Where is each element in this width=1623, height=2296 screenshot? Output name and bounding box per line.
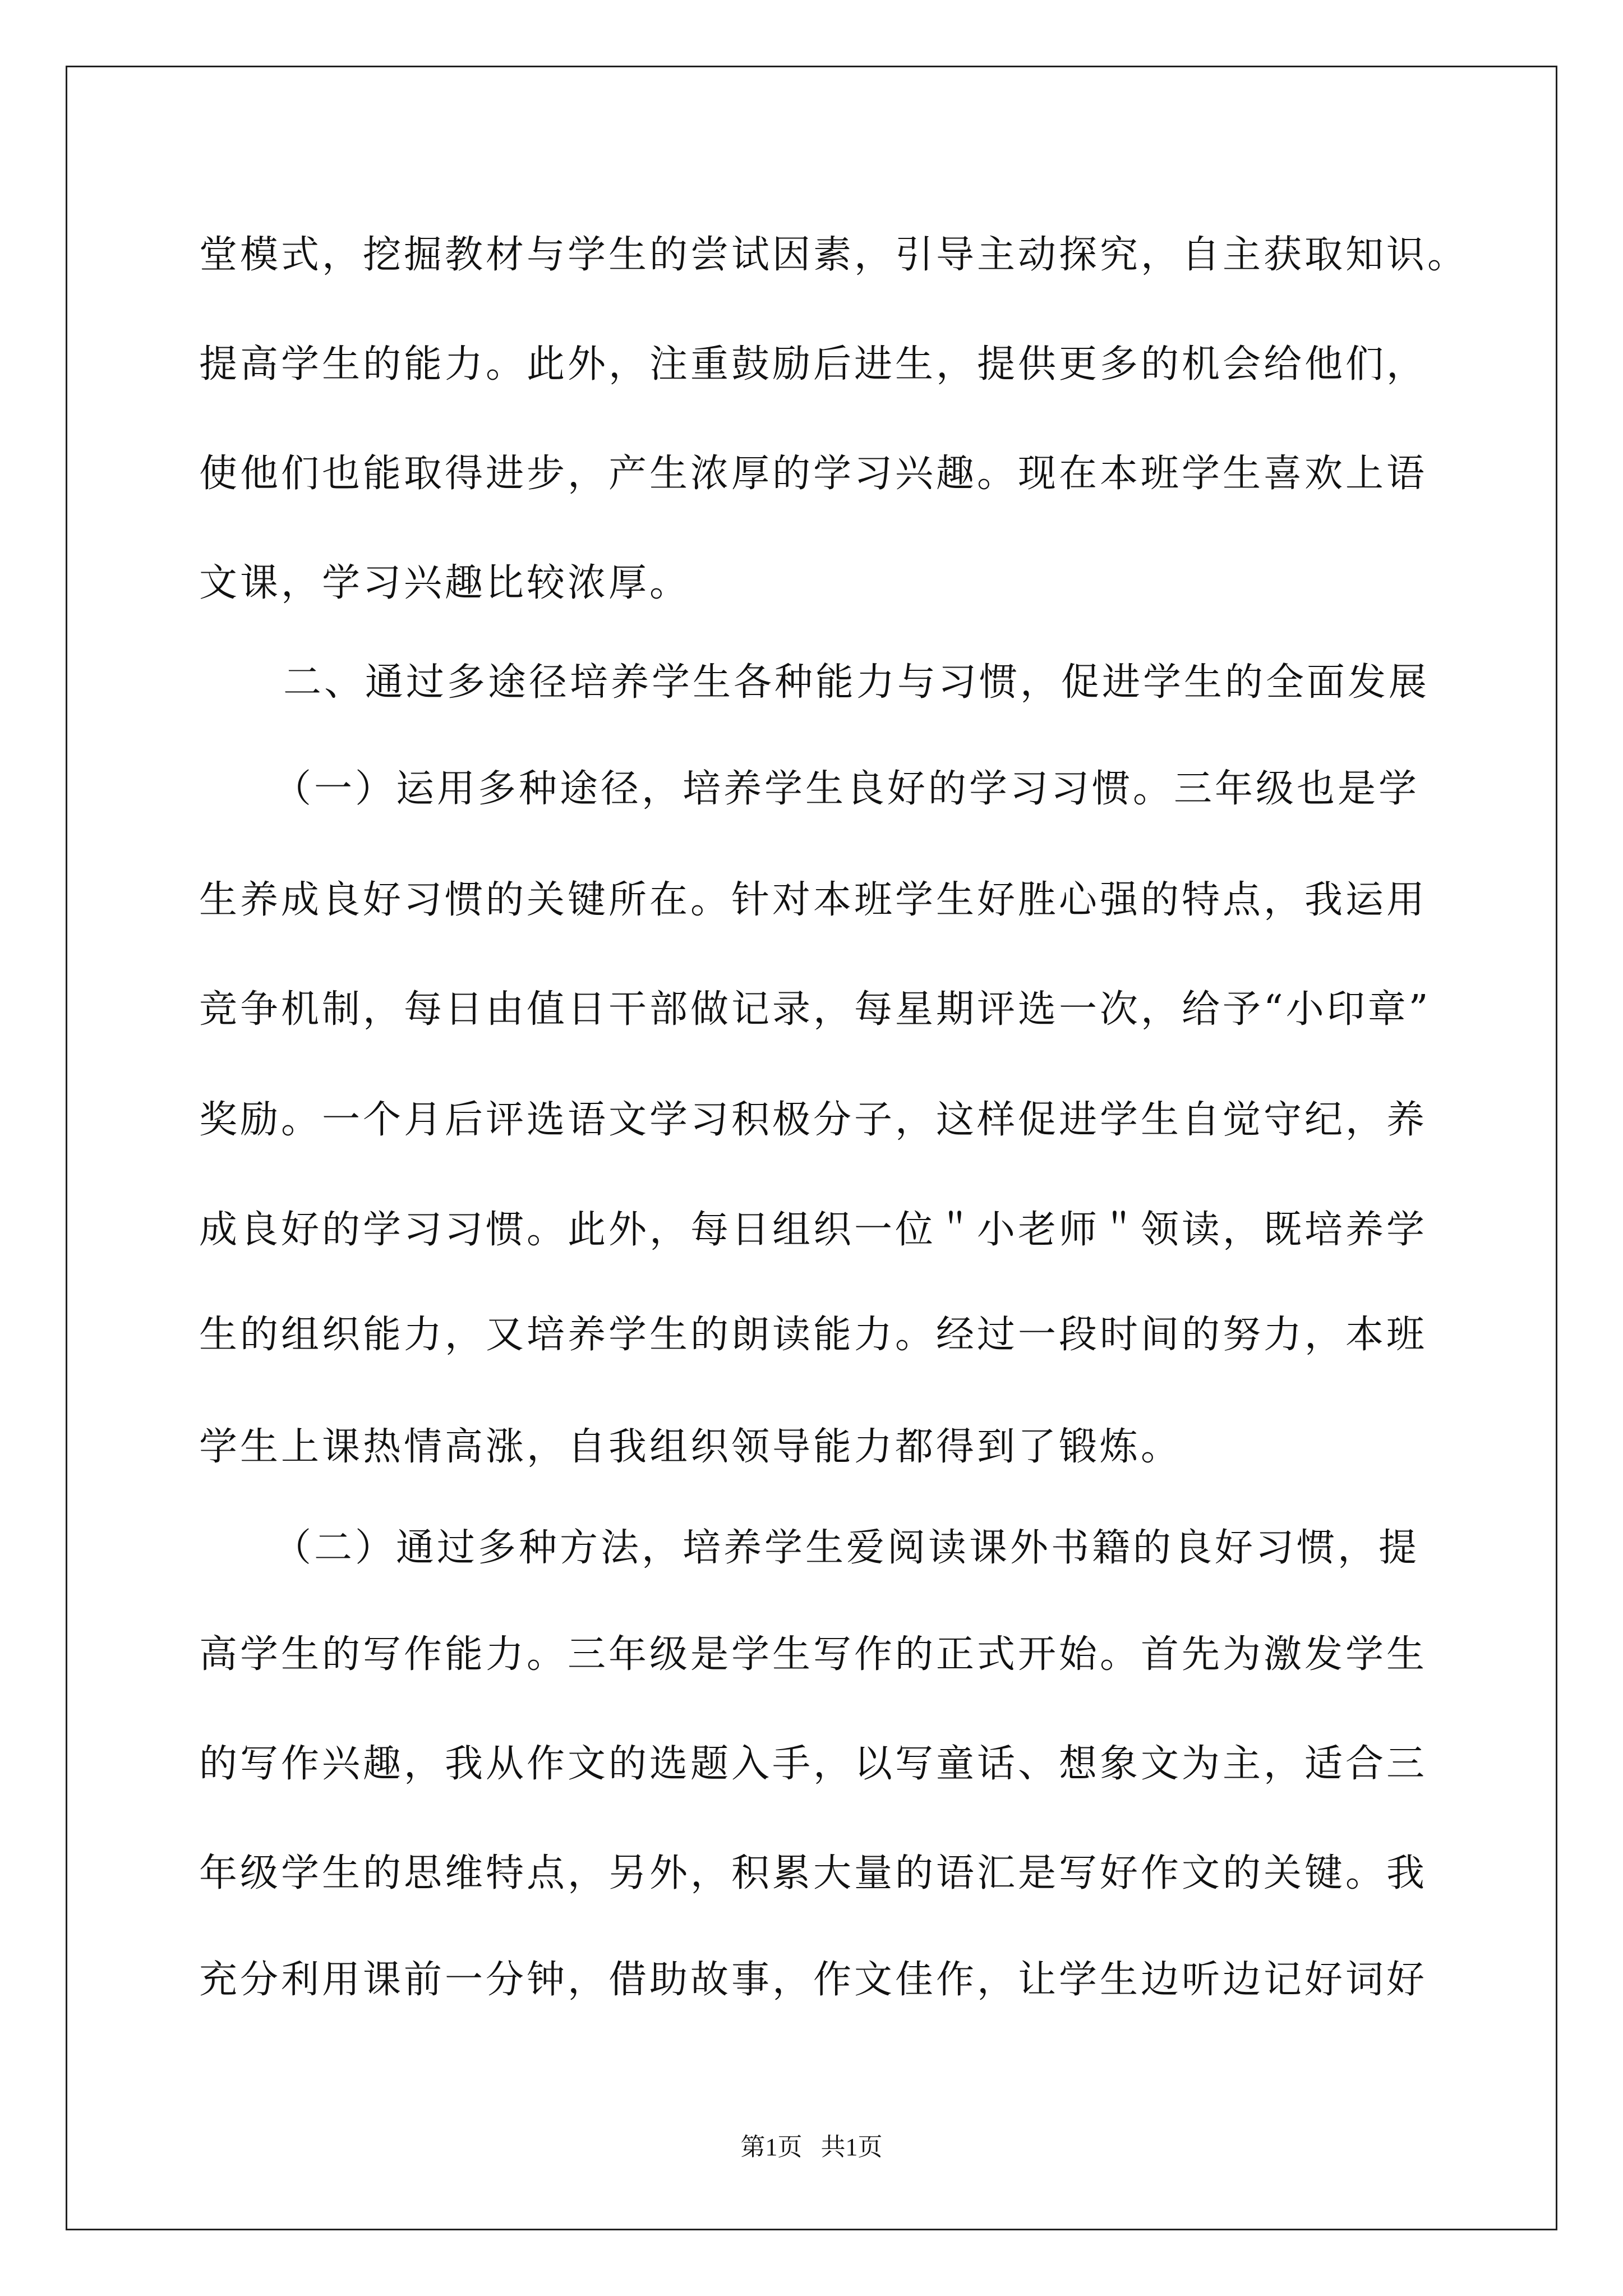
text-line: 竞争机制，每日由值日干部做记录，每星期评选一次，给予“小印章” xyxy=(199,987,1431,1032)
text-line: 文课，学习兴趣比较浓厚。 xyxy=(199,561,691,605)
text-line: 生的组织能力，又培养学生的朗读能力。经过一段时间的努力，本班 xyxy=(199,1313,1428,1357)
section-heading: 二、通过多途径培养学生各种能力与习惯，促进学生的全面发展 xyxy=(283,660,1430,705)
text-line: 学生上课热情高涨，自我组织领导能力都得到了锻炼。 xyxy=(199,1425,1182,1469)
text-line: 提高学生的能力。此外，注重鼓励后进生，提供更多的机会给他们， xyxy=(199,342,1428,386)
text-line: 高学生的写作能力。三年级是学生写作的正式开始。首先为激发学生 xyxy=(199,1632,1428,1677)
page-number-footer: 第1页 共1页 xyxy=(740,2133,883,2161)
text-line: 堂模式，挖掘教材与学生的尝试因素，引导主动探究，自主获取知识。 xyxy=(199,233,1469,277)
text-line: （一）运用多种途径，培养学生良好的学习习惯。三年级也是学 xyxy=(273,767,1420,811)
text-line: 奖励。一个月后评选语文学习积极分子，这样促进学生自觉守纪，养 xyxy=(199,1098,1428,1142)
text-line: 使他们也能取得进步，产生浓厚的学习兴趣。现在本班学生喜欢上语 xyxy=(199,452,1428,496)
text-line: （二）通过多种方法，培养学生爱阅读课外书籍的良好习惯，提 xyxy=(273,1526,1420,1570)
text-line: 年级学生的思维特点，另外，积累大量的语汇是写好作文的关键。我 xyxy=(199,1851,1428,1895)
text-line: 生养成良好习惯的关键所在。针对本班学生好胜心强的特点，我运用 xyxy=(199,878,1428,922)
text-line: 充分利用课前一分钟，借助故事，作文佳作，让学生边听边记好词好 xyxy=(199,1958,1428,2002)
text-line: 成良好的学习习惯。此外，每日组织一位＂小老师＂领读，既培养学 xyxy=(199,1208,1428,1252)
text-line: 的写作兴趣，我从作文的选题入手，以写童话、想象文为主，适合三 xyxy=(199,1742,1428,1786)
page-border xyxy=(66,66,1557,2230)
